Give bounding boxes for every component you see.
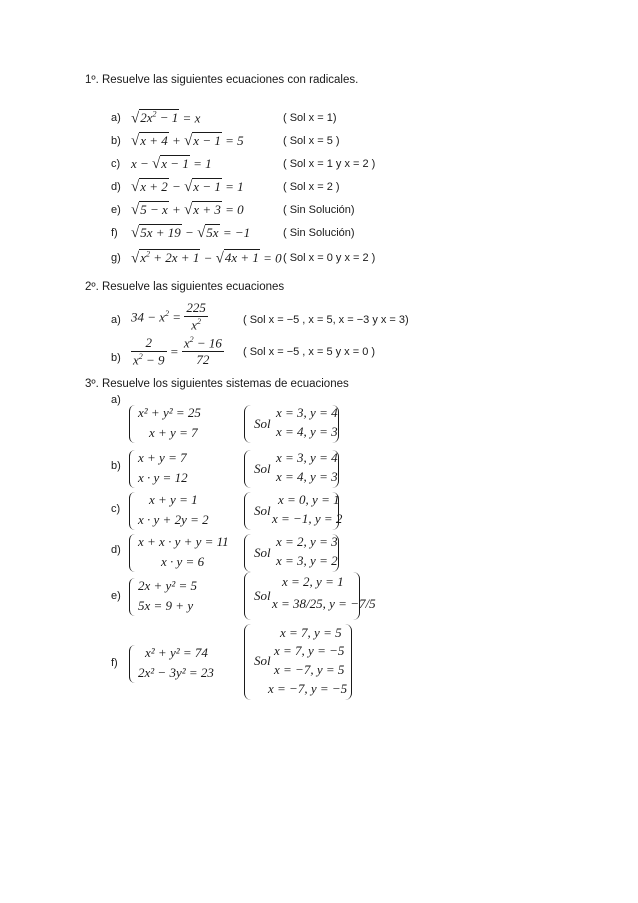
item-label: a)	[111, 112, 121, 124]
item-label: d)	[111, 544, 121, 556]
solution-3d: Sol x = 2, y = 3 x = 3, y = 2	[244, 534, 339, 572]
equation-1g: $√x^2 + 2x + 1 - √4x + 1 = 0$	[131, 250, 282, 267]
item-label: d)	[111, 181, 121, 193]
equation-1e: √5 − x + √x + 3 = 0	[131, 202, 244, 218]
solution-3b: Sol x = 3, y = 4 x = 4, y = 3	[244, 450, 339, 488]
equation-2b: $\frac{2}{x^2 - 9}$ = $\frac{x^2 - 16}{72}$	[133, 335, 222, 368]
item-label: a)	[111, 314, 121, 326]
solution-1b: ( Sol x = 5 )	[283, 135, 340, 147]
solution-1c: ( Sol x = 1 y x = 2 )	[283, 158, 376, 170]
equation-1c: x − √x − 1 = 1	[131, 156, 212, 172]
item-label: c)	[111, 503, 121, 515]
item-label: e)	[111, 590, 121, 602]
solution-2a: ( Sol x = −5 , x = 5, x = −3 y x = 3)	[243, 314, 409, 326]
solution-1e: ( Sin Solución)	[283, 204, 355, 216]
item-label: f)	[111, 657, 118, 669]
solution-3c: Sol x = 0, y = 1 x = −1, y = 2	[244, 492, 339, 530]
equation-1d: √x + 2 − √x − 1 = 1	[131, 179, 244, 195]
solution-1d: ( Sol x = 2 )	[283, 181, 340, 193]
equation-2a: $34 - x^2$ = $\frac{225}{x^2}$	[131, 300, 206, 333]
section-2-title: 2º. Resuelve las siguientes ecuaciones	[85, 281, 285, 293]
solution-1a: ( Sol x = 1)	[283, 112, 337, 124]
item-label: a)	[111, 394, 121, 406]
item-label: g)	[111, 252, 121, 264]
item-label: b)	[111, 352, 121, 364]
solution-3f: Sol x = 7, y = 5 x = 7, y = −5 x = −7, y = 5 x = −7, y = −5	[244, 624, 352, 700]
item-label: c)	[111, 158, 121, 170]
equation-1b: √x + 4 + √x − 1 = 5	[131, 133, 244, 149]
solution-3e: Sol x = 2, y = 1 x = 38/25, y = −7/5	[244, 572, 360, 620]
solution-1g: ( Sol x = 0 y x = 2 )	[283, 252, 376, 264]
item-label: b)	[111, 135, 121, 147]
solution-1f: ( Sin Solución)	[283, 227, 355, 239]
solution-3a: Sol x = 3, y = 4 x = 4, y = 3	[244, 405, 339, 443]
item-label: e)	[111, 204, 121, 216]
item-label: f)	[111, 227, 118, 239]
section-3-title: 3º. Resuelve los siguientes sistemas de ecuaciones	[85, 378, 349, 390]
section-1-title: 1º. Resuelve las siguientes ecuaciones con radicales.	[85, 74, 359, 86]
equation-1a: $√2x^2 - 1 = x$	[131, 110, 201, 127]
item-label: b)	[111, 460, 121, 472]
equation-1f: √5x + 19 − √5x = −1	[131, 225, 251, 241]
solution-2b: ( Sol x = −5 , x = 5 y x = 0 )	[243, 346, 376, 358]
